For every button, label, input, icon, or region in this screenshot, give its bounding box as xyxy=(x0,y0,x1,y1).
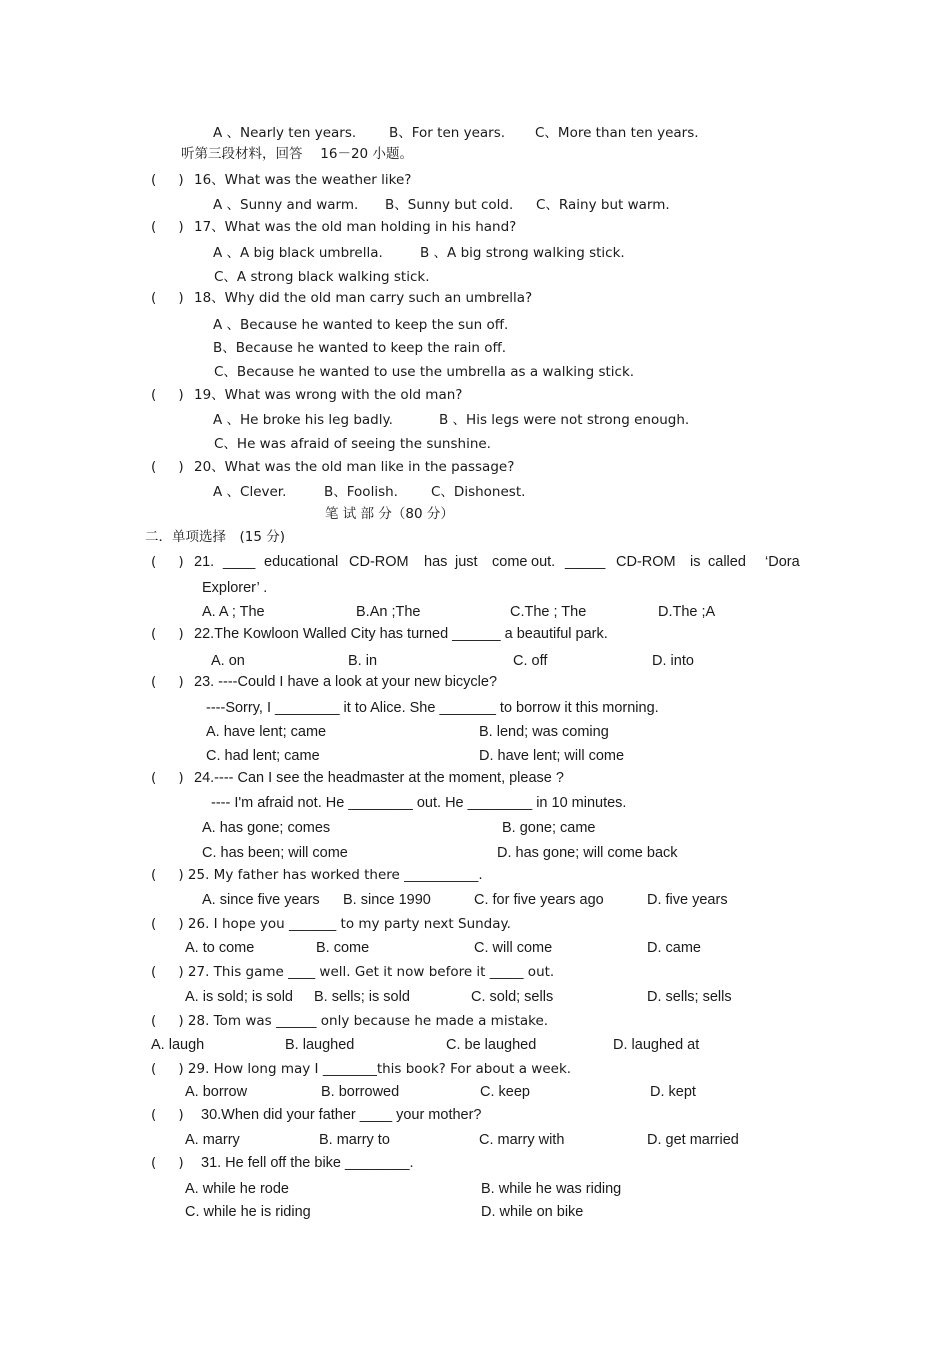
l07-text-0: C、A strong black walking stick. xyxy=(214,269,430,285)
l28-text-1: 24.---- Can I see the headmaster at the moment, please ? xyxy=(194,770,564,786)
l20-text-0: Explorer’ . xyxy=(202,580,268,596)
l14-text-0: C、He was afraid of seeing the sunshine. xyxy=(214,436,491,452)
l19-text-12: called xyxy=(708,554,746,570)
l32-text-0: ( ) 25. My father has worked there ___________. xyxy=(151,867,483,883)
l42-text-0: ( ) xyxy=(151,1107,184,1123)
l23-text-3: D. into xyxy=(652,653,694,669)
l41-text-1: B. borrowed xyxy=(321,1084,400,1100)
l16-text-2: C、Dishonest. xyxy=(431,484,526,500)
l23-text-0: A. on xyxy=(211,653,245,669)
l06-text-0: A 、A big black umbrella. xyxy=(213,245,383,261)
l19-text-5: has xyxy=(424,554,448,570)
l13-text-1: B 、His legs were not strong enough. xyxy=(439,412,690,428)
l44-text-0: ( ) xyxy=(151,1155,184,1171)
l41-text-2: C. keep xyxy=(480,1084,530,1100)
l08-text-1: 18、Why did the old man carry such an umbrella? xyxy=(194,290,533,306)
l19-text-7: come xyxy=(492,554,528,570)
l05-text-1: 17、What was the old man holding in his hand? xyxy=(194,219,517,235)
l30-text-0: A. has gone; comes xyxy=(202,820,331,836)
l39-text-1: B. laughed xyxy=(285,1037,355,1053)
l19-text-1: 21. xyxy=(194,554,215,570)
l01-text-0: A 、Nearly ten years. xyxy=(213,125,357,141)
l39-text-2: C. be laughed xyxy=(446,1037,537,1053)
l29-text-0: ---- I'm afraid not. He ________ out. He ________ in 10 minutes. xyxy=(211,795,627,811)
l19-text-3: educational xyxy=(264,554,339,570)
l45-text-0: A. while he rode xyxy=(185,1181,289,1197)
l37-text-3: D. sells; sells xyxy=(647,989,732,1005)
l30-text-1: B. gone; came xyxy=(502,820,596,836)
l33-text-0: A. since five years xyxy=(202,892,320,908)
l37-text-1: B. sells; is sold xyxy=(314,989,410,1005)
l43-text-3: D. get married xyxy=(647,1132,739,1148)
l35-text-2: C. will come xyxy=(474,940,553,956)
l26-text-0: A. have lent; came xyxy=(206,724,327,740)
l46-text-0: C. while he is riding xyxy=(185,1204,311,1220)
l33-text-3: D. five years xyxy=(647,892,728,908)
l25-text-0: ----Sorry, I ________ it to Alice. She _______ to borrow it this morning. xyxy=(206,700,659,716)
l36-text-0: ( ) 27. This game ____ well. Get it now before it _____ out. xyxy=(151,964,555,980)
l11-text-0: C、Because he wanted to use the umbrella as a walking stick. xyxy=(214,364,635,380)
l41-text-3: D. kept xyxy=(650,1084,696,1100)
l21-text-3: D.The ;A xyxy=(658,604,716,620)
l19-text-13: ‘Dora xyxy=(765,554,800,570)
l12-text-0: ( ) xyxy=(151,387,184,403)
l35-text-0: A. to come xyxy=(185,940,255,956)
l23-text-1: B. in xyxy=(348,653,378,669)
l37-text-2: C. sold; sells xyxy=(471,989,554,1005)
l26-text-1: B. lend; was coming xyxy=(479,724,609,740)
l19-text-2: ____ xyxy=(223,554,256,570)
l19-text-8: out. xyxy=(531,554,556,570)
l04-text-2: C、Rainy but warm. xyxy=(536,197,670,213)
l09-text-0: A 、Because he wanted to keep the sun off. xyxy=(213,317,509,333)
l18-text-0: 二．单项选择 (15 分) xyxy=(145,529,286,545)
l39-text-0: A. laugh xyxy=(151,1037,205,1053)
l01-text-1: B、For ten years. xyxy=(389,125,506,141)
l15-text-0: ( ) xyxy=(151,459,184,475)
l21-text-1: B.An ;The xyxy=(356,604,421,620)
l06-text-1: B 、A big strong walking stick. xyxy=(420,245,625,261)
l46-text-1: D. while on bike xyxy=(481,1204,584,1220)
l19-text-10: CD-ROM xyxy=(616,554,676,570)
l03-text-0: ( ) xyxy=(151,172,184,188)
l19-text-4: CD-ROM xyxy=(349,554,409,570)
l19-text-0: ( ) xyxy=(151,554,184,570)
l21-text-2: C.The ; The xyxy=(510,604,587,620)
l13-text-0: A 、He broke his leg badly. xyxy=(213,412,393,428)
l28-text-0: ( ) xyxy=(151,770,184,786)
l34-text-0: ( ) 26. I hope you _______ to my party next Sunday. xyxy=(151,916,511,932)
l19-text-6: just xyxy=(455,554,478,570)
l19-text-11: is xyxy=(690,554,701,570)
l10-text-0: B、Because he wanted to keep the rain off. xyxy=(213,340,507,356)
l05-text-0: ( ) xyxy=(151,219,184,235)
l23-text-2: C. off xyxy=(513,653,548,669)
l43-text-1: B. marry to xyxy=(319,1132,390,1148)
l04-text-1: B、Sunny but cold. xyxy=(385,197,514,213)
l44-text-1: 31. He fell off the bike ________. xyxy=(201,1155,414,1171)
l15-text-1: 20、What was the old man like in the passage? xyxy=(194,459,515,475)
l03-text-1: 16、What was the weather like? xyxy=(194,172,412,188)
l22-text-1: 22.The Kowloon Walled City has turned ______ a beautiful park. xyxy=(194,626,608,642)
l16-text-0: A 、Clever. xyxy=(213,484,287,500)
l33-text-2: C. for five years ago xyxy=(474,892,604,908)
l43-text-2: C. marry with xyxy=(479,1132,565,1148)
l43-text-0: A. marry xyxy=(185,1132,240,1148)
l39-text-3: D. laughed at xyxy=(613,1037,700,1053)
l35-text-1: B. come xyxy=(316,940,370,956)
l02-text-0: 听第三段材料，回答 16－20 小题。 xyxy=(181,146,413,162)
l31-text-0: C. has been; will come xyxy=(202,845,348,861)
l01-text-2: C、More than ten years. xyxy=(535,125,699,141)
l35-text-3: D. came xyxy=(647,940,701,956)
l24-text-1: 23. ----Could I have a look at your new bicycle? xyxy=(194,674,498,690)
l04-text-0: A 、Sunny and warm. xyxy=(213,197,359,213)
l24-text-0: ( ) xyxy=(151,674,184,690)
l12-text-1: 19、What was wrong with the old man? xyxy=(194,387,463,403)
l33-text-1: B. since 1990 xyxy=(343,892,431,908)
l16-text-1: B、Foolish. xyxy=(324,484,398,500)
l21-text-0: A. A ; The xyxy=(202,604,265,620)
l27-text-0: C. had lent; came xyxy=(206,748,320,764)
l40-text-0: ( ) 29. How long may I ________this book? For about a week. xyxy=(151,1061,572,1077)
l08-text-0: ( ) xyxy=(151,290,184,306)
l17-text-0: 笔 试 部 分（80 分） xyxy=(325,506,454,522)
l38-text-0: ( ) 28. Tom was ______ only because he made a mistake. xyxy=(151,1013,549,1029)
l37-text-0: A. is sold; is sold xyxy=(185,989,293,1005)
l27-text-1: D. have lent; will come xyxy=(479,748,625,764)
l42-text-1: 30.When did your father ____ your mother? xyxy=(201,1107,482,1123)
l22-text-0: ( ) xyxy=(151,626,184,642)
l45-text-1: B. while he was riding xyxy=(481,1181,622,1197)
l19-text-9: _____ xyxy=(565,554,606,570)
l41-text-0: A. borrow xyxy=(185,1084,248,1100)
l31-text-1: D. has gone; will come back xyxy=(497,845,678,861)
